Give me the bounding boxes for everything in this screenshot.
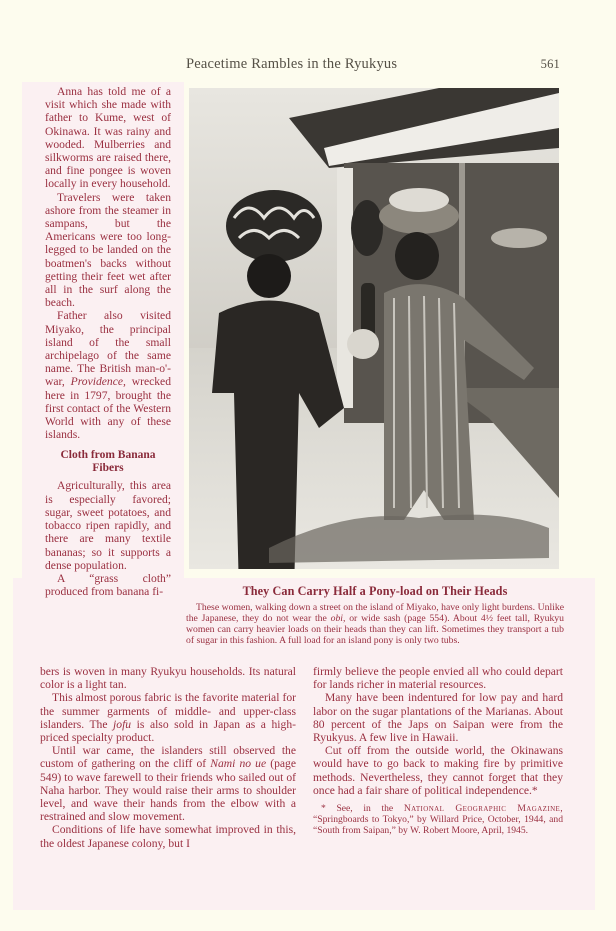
magazine-name: National Geographic Magazine,	[403, 803, 563, 815]
paragraph: Many have been indentured for low pay and hard labor on the sugar plantations of the Marianas. About 80 percent of the Japs on Saipan were from the Ryukyus. A few live in Hawaii.	[313, 691, 563, 745]
paragraph: This almost porous fabric is the favorite material for the summer garments of middle- and upper-class islanders. The jofu is also sold in Japan as a high-priced specialty product.	[40, 691, 296, 745]
patterned-bundle	[226, 190, 322, 262]
bottom-right-column	[313, 665, 563, 836]
footnote: * See, in the National Geographic Magazine, “Springboards to Tokyo,” by Willard Price, October, 1944, and “South from Saipan,” by W. Robert Moore, April, 1945.	[313, 803, 563, 837]
paragraph: A “grass cloth” produced from banana fi-	[45, 571, 171, 599]
paragraph: firmly believe the people envied all who could depart for lands richer in material resources.	[313, 665, 563, 692]
photo-illustration	[189, 88, 559, 569]
post	[337, 168, 353, 408]
page-number: 561	[540, 57, 560, 71]
paragraph: Anna has told me of a visit which she made with father to Kume, west of Okinawa. It was rainy and wooded. Mulberries and silkworms are raised there, and fine pongee is woven locally in every household.	[45, 85, 171, 191]
paragraph: Agriculturally, this area is especially favored; sugar, sweet potatoes, and tobacco ripen rapidly, and there are many textile bananas; so it supports a dense population.	[45, 479, 171, 572]
paragraph: Travelers were taken ashore from the steamer in sampans, but the Americans were too long-legged to be landed on the boatmen's backs without getting their feet wet after all in the surf along the beach.	[45, 190, 171, 310]
photo-caption	[186, 584, 564, 646]
paragraph: Until war came, the islanders still observed the custom of gathering on the cliff of Nami no ue (page 549) to wave farewell to their friends who sailed out of Naha harbor. They would raise their arms to shoulder level, and wave their hands from the elbow with a restrained and slow movement.	[40, 744, 296, 824]
photograph	[189, 88, 559, 569]
paragraph: Conditions of life have somewhat improved in this, the oldest Japanese colony, but I	[40, 823, 296, 850]
hat	[491, 228, 547, 248]
ship-name: Providence,	[70, 375, 126, 389]
paragraph: Cut off from the outside world, the Okinawans would have to go back to making fire by primitive methods. Nevertheless, they cannot forget that they once had a fair share of political independence.*	[313, 744, 563, 797]
woman-left-head	[247, 254, 291, 298]
caption-text: These women, walking down a street on the island of Miyako, have only light burdens. Unlike the Japanese, they do not wear the obi, or wide sash (page 554). About 4½ feet tall, Ryukyu women can carry heavier loads on their heads than they can lift. Sometimes they transport a tub of sugar in this fashion. A full load for an island pony is only two tubs.	[186, 602, 564, 646]
caption-title: They Can Carry Half a Pony-load on Their Heads	[242, 584, 508, 598]
paragraph: Father also visited Miyako, the principal island of the small archipelago of the same name. The British man-o'-war, Providence, wrecked here in 1797, brought the first contact of the Western World with any of these islands.	[45, 309, 171, 442]
section-subheading: Cloth from Banana Fibers	[60, 449, 156, 475]
running-title: Peacetime Rambles in the Ryukyus	[186, 56, 398, 72]
paragraph: bers is woven in many Ryukyu households. Its natural color is a light tan.	[40, 665, 296, 692]
woman-right-head	[395, 232, 439, 280]
left-column	[45, 85, 171, 598]
bottom-left-column	[40, 665, 296, 850]
